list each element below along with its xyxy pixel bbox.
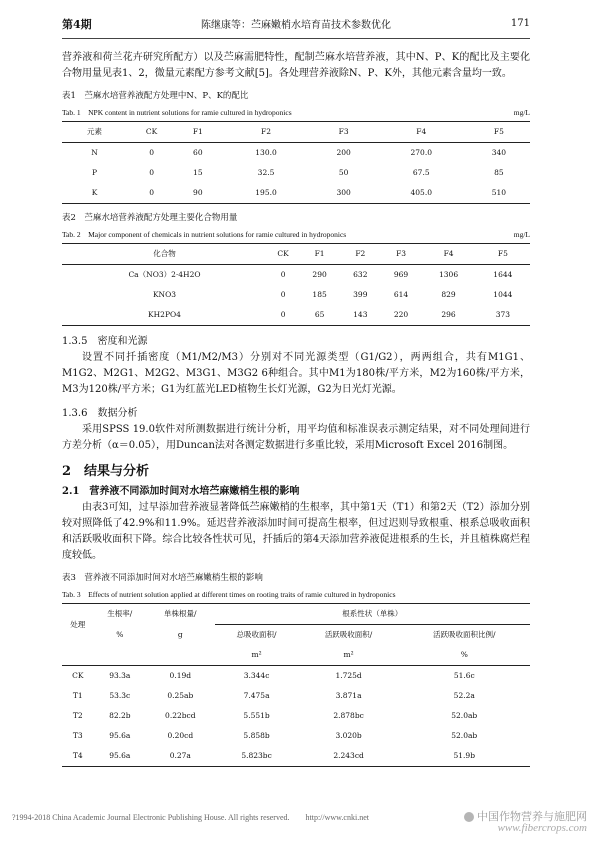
section-1-3-5-text: 设置不同扦插密度（M1/M2/M3）分别对不同光源类型（G1/G2），两两组合，共有M1G1、M1G2、M2G1、M2G2、M3G1、M3G2 6种组合。其中M1为180株/平方米，M2为160株/平方米，M3为120株/平方米；G1为红蓝光LED植物生长灯光源，G2为日光灯光源。: [62, 352, 530, 395]
table-row: [62, 265, 530, 286]
running-header: [62, 12, 530, 39]
table2-caption-en-text: Tab. 2 Major component of chemicals in nutrient solutions for ramie cultured in hydroponics: [62, 230, 347, 239]
running-title: 陈继康等：苎麻嫩梢水培育苗技术参数优化: [201, 20, 391, 31]
table1-header: 元素: [87, 127, 102, 136]
table-cell: 0: [280, 290, 286, 299]
table-cell: 3.020b: [335, 731, 362, 740]
table3-header-total: 总吸收面积/: [236, 630, 277, 639]
table3-header-rate-unit: %: [116, 629, 124, 639]
page-number: 171: [510, 18, 530, 29]
table-cell: 1306: [439, 270, 459, 279]
table2-header-row: [62, 244, 530, 265]
table-cell: T3: [72, 731, 83, 740]
table-cell: 0.19d: [169, 671, 192, 680]
table-cell: 195.0: [255, 188, 277, 197]
table3-header-ratio: 活跃吸收面积比例/: [433, 630, 496, 639]
table1-header: F4: [416, 127, 427, 136]
table-cell: 15: [193, 168, 203, 177]
table3-header-weight: 单株根量/: [164, 609, 197, 619]
table-cell: KH2PO4: [148, 310, 181, 319]
table-cell: 95.6a: [109, 751, 131, 760]
table-cell: CK: [72, 671, 84, 680]
table-cell: 1044: [493, 290, 513, 299]
table-cell: 969: [393, 270, 409, 279]
table-cell: 67.5: [412, 168, 430, 177]
table-cell: 130.0: [255, 148, 277, 157]
table-cell: 185: [312, 290, 327, 299]
table-row: [62, 686, 530, 706]
table-row: [62, 285, 530, 305]
table3-header-blank: [94, 645, 147, 666]
table-row: [62, 726, 530, 746]
table-row: [62, 666, 530, 687]
issue-number: 第4期: [62, 18, 92, 31]
table-row: [62, 143, 530, 164]
table3-header-row-2: [62, 625, 530, 646]
table-cell: 510: [491, 188, 507, 197]
table-cell: 614: [393, 290, 409, 299]
table1-header-row: [62, 122, 530, 143]
table1: [62, 121, 530, 204]
table3-header-weight-unit: g: [177, 629, 183, 639]
table3-header-row-3: [62, 645, 530, 666]
table-row: [62, 746, 530, 767]
table-cell: K: [91, 188, 98, 197]
table1-caption-en: [62, 107, 530, 119]
table3-caption-cn: 表3 营养液不同添加时间对水培苎麻嫩梢生根的影响: [62, 573, 263, 583]
section-1-3-5-heading: 1.3.5 密度和光源: [62, 336, 148, 347]
table-cell: 5.823bc: [241, 751, 272, 760]
table-cell: N: [91, 148, 98, 157]
table-cell: 300: [336, 188, 351, 197]
watermark-cn-text: 中国作物营养与施肥网: [477, 811, 587, 823]
table-cell: 3.344c: [243, 671, 270, 680]
section-1-3-6-text: 采用SPSS 19.0软件对所测数据进行统计分析，用平均值和标准误表示测定结果，对不同处理间进行方差分析（α＝0.05），用Duncan法对各测定数据进行多重比较，采用Microsoft Excel 2016制图。: [62, 424, 530, 451]
table-cell: 32.5: [257, 168, 275, 177]
table3-header-blank: [62, 645, 94, 666]
table2-caption-cn: 表2 苎麻水培营养液配方处理主要化合物用量: [62, 213, 238, 223]
table-cell: 52.2a: [453, 691, 475, 700]
table1-header: CK: [145, 127, 158, 136]
table-row: [62, 305, 530, 326]
table1-header: F2: [261, 127, 272, 136]
section-2-1-text: 由表3可知，过早添加营养液显著降低苎麻嫩梢的生根率，其中第1天（T1）和第2天（T2）添加分别较对照降低了42.9%和11.9%。延迟营养液添加时间可提高生根率，但过迟则导致根重、根系总吸收面积和活跃吸收面积下降。综合比较各性状可见，扦插后的第4天添加营养液促进根系的生长，并且植株腐烂程度较低。: [62, 502, 530, 561]
table-cell: 220: [393, 310, 409, 319]
table-cell: 2.878bc: [333, 711, 364, 720]
table-cell: 2.243cd: [333, 751, 364, 760]
section-2-heading: 2 结果与分析: [62, 464, 150, 479]
table-cell: 95.6a: [109, 731, 131, 740]
table-cell: 290: [312, 270, 327, 279]
table3-caption-en: Tab. 3 Effects of nutrient solution applied at different times on rooting traits of ramie cultured in hydroponics: [62, 590, 396, 599]
table2-caption-en: [62, 229, 530, 241]
table-row: [62, 706, 530, 726]
table1-header: F1: [192, 127, 203, 136]
table-cell: 85: [494, 168, 504, 177]
table1-header: F3: [338, 127, 349, 136]
table3-header-row-1: [62, 604, 530, 625]
table-cell: 632: [353, 270, 368, 279]
table-cell: 405.0: [410, 188, 432, 197]
table-cell: 65: [314, 310, 325, 319]
page-body: [62, 50, 530, 767]
table-cell: T2: [72, 711, 83, 720]
table3-header-treatment: 处理: [70, 619, 86, 629]
intro-paragraph: 营养液和荷兰花卉研究所配方）以及苎麻需肥特性，配制苎麻水培营养液，其中N、P、K的配比及主要化合物用量见表1、2，微量元素配方参考文献[5]。各处理营养液除N、P、K外，其他元素含量均一致。: [62, 52, 530, 79]
table1-unit: mg/L: [513, 108, 530, 117]
table3-group-header: 根系性状（单株）: [215, 604, 531, 625]
table-row: [62, 163, 530, 183]
table-cell: 5.858b: [243, 731, 270, 740]
table-cell: 5.551b: [243, 711, 270, 720]
table-cell: Ca（NO3）2·4H2O: [128, 270, 201, 279]
table-cell: 3.871a: [335, 691, 362, 700]
table-cell: 270.0: [410, 148, 432, 157]
table-cell: 0: [280, 270, 286, 279]
table-cell: 53.3c: [109, 691, 131, 700]
section-2-1-heading: 2.1 营养液不同添加时间对水培苎麻嫩梢生根的影响: [62, 486, 300, 497]
table-cell: 0.25ab: [167, 691, 194, 700]
table3-header-active: 活跃吸收面积/: [324, 630, 373, 639]
table2-header: F1: [314, 249, 325, 258]
table-cell: 0.27a: [169, 751, 191, 760]
table-cell: 90: [193, 188, 203, 197]
table-cell: KNO3: [152, 290, 177, 299]
table-cell: 0: [280, 310, 286, 319]
table-cell: 52.0ab: [451, 711, 478, 720]
table-cell: T4: [72, 751, 83, 760]
copyright-notice: ?1994-2018 China Academic Journal Electronic Publishing House. All rights reserved. http://www.cnki.net: [12, 813, 369, 822]
table3-header-active-unit: m²: [343, 650, 354, 659]
table-cell: 0: [149, 168, 154, 177]
table2-header: F2: [355, 249, 366, 258]
table3-header-blank: [146, 645, 214, 666]
table2-header: F5: [497, 249, 508, 258]
table-cell: 1644: [493, 270, 513, 279]
table-cell: 143: [353, 310, 368, 319]
table-cell: 340: [491, 148, 507, 157]
table2-unit: mg/L: [513, 230, 530, 239]
table-cell: P: [91, 168, 98, 177]
table2: [62, 243, 530, 326]
table3-header-rate: 生根率/: [107, 609, 133, 619]
table1-caption-cn: 表1 苎麻水培营养液配方处理中N、P、K的配比: [62, 91, 249, 101]
table2-header: 化合物: [153, 249, 176, 258]
section-1-3-6-heading: 1.3.6 数据分析: [62, 408, 138, 419]
table-cell: 60: [193, 148, 203, 157]
table-cell: 373: [495, 310, 511, 319]
table3-header-total-unit: m²: [251, 650, 262, 659]
table-cell: 829: [441, 290, 456, 299]
table-cell: 0: [149, 188, 154, 197]
table-cell: 51.6c: [453, 671, 475, 680]
table-cell: 50: [338, 168, 349, 177]
table-cell: 7.475a: [243, 691, 270, 700]
table-cell: T1: [72, 691, 83, 700]
table-cell: 1.725d: [335, 671, 362, 680]
watermark-url: www.fibercrops.com: [497, 822, 587, 834]
table-cell: 82.2b: [109, 711, 131, 720]
table-cell: 296: [441, 310, 456, 319]
table-cell: 0.20cd: [167, 731, 194, 740]
table-cell: 51.9b: [453, 751, 476, 760]
table-cell: 399: [353, 290, 368, 299]
table2-header: F3: [396, 249, 407, 258]
table-cell: 0: [149, 148, 154, 157]
table3: [62, 603, 530, 767]
watermark-logo-icon: [464, 812, 474, 822]
table2-header: F4: [443, 249, 454, 258]
table-cell: 93.3a: [109, 671, 131, 680]
table1-caption-en-text: Tab. 1 NPK content in nutrient solutions for ramie cultured in hydroponics: [62, 108, 292, 117]
table1-header: F5: [493, 127, 504, 136]
table-row: [62, 183, 530, 204]
table-cell: 200: [336, 148, 351, 157]
table-cell: 0.22bcd: [165, 711, 196, 720]
table-cell: 52.0ab: [451, 731, 478, 740]
table3-header-ratio-unit: %: [460, 650, 468, 659]
table2-header: CK: [277, 249, 289, 258]
